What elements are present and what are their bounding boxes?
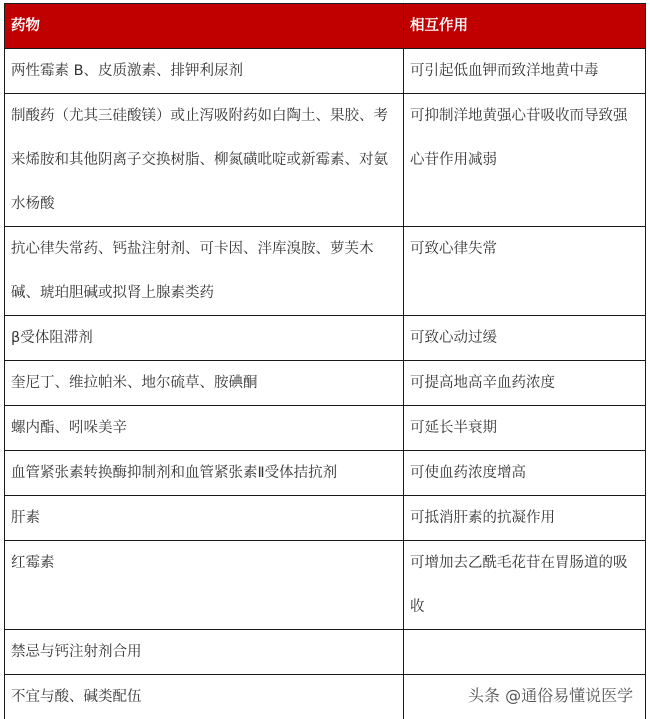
table-row xyxy=(5,94,646,227)
drug-cell: 血管紧张素转换酶抑制剂和血管紧张素Ⅱ受体拮抗剂 xyxy=(5,451,404,496)
drug-cell: 两性霉素 B、皮质激素、排钾利尿剂 xyxy=(5,49,404,94)
header-interaction: 相互作用 xyxy=(404,4,646,49)
table-row xyxy=(5,630,646,675)
interaction-cell xyxy=(404,630,646,675)
interaction-cell: 可使血药浓度增高 xyxy=(404,451,646,496)
drug-cell: 不宜与酸、碱类配伍 xyxy=(5,675,404,719)
drug-cell: 肝素 xyxy=(5,496,404,541)
drug-cell: 制酸药（尤其三硅酸镁）或止泻吸附药如白陶土、果胶、考来烯胺和其他阴离子交换树脂、柳氮磺吡啶或新霉素、对氨水杨酸 xyxy=(5,94,404,227)
table-row xyxy=(5,227,646,316)
drug-cell: β受体阻滞剂 xyxy=(5,316,404,361)
interaction-cell: 可致心律失常 xyxy=(404,227,646,316)
drug-cell: 奎尼丁、维拉帕米、地尔硫草、胺碘酮 xyxy=(5,361,404,406)
drug-cell: 禁忌与钙注射剂合用 xyxy=(5,630,404,675)
table-header-row xyxy=(5,4,646,49)
table-row xyxy=(5,406,646,451)
table-row xyxy=(5,49,646,94)
header-drug: 药物 xyxy=(5,4,404,49)
table-row xyxy=(5,541,646,630)
interaction-cell: 可增加去乙酰毛花苷在胃肠道的吸收 xyxy=(404,541,646,630)
drug-interaction-table xyxy=(4,3,646,719)
table-row xyxy=(5,361,646,406)
interaction-cell: 可引起低血钾而致洋地黄中毒 xyxy=(404,49,646,94)
table-row xyxy=(5,316,646,361)
table-row xyxy=(5,451,646,496)
drug-cell: 抗心律失常药、钙盐注射剂、可卡因、泮库溴胺、萝芙木碱、琥珀胆碱或拟肾上腺素类药 xyxy=(5,227,404,316)
interaction-cell: 可提高地高辛血药浓度 xyxy=(404,361,646,406)
drug-cell: 红霉素 xyxy=(5,541,404,630)
interaction-cell: 可致心动过缓 xyxy=(404,316,646,361)
watermark: 头条 @通俗易懂说医学 xyxy=(468,686,634,705)
interaction-cell: 可抑制洋地黄强心苷吸收而导致强心苷作用减弱 xyxy=(404,94,646,227)
table-row xyxy=(5,496,646,541)
interaction-cell: 可延长半衰期 xyxy=(404,406,646,451)
drug-cell: 螺内酯、吲哚美辛 xyxy=(5,406,404,451)
interaction-cell: 可抵消肝素的抗凝作用 xyxy=(404,496,646,541)
